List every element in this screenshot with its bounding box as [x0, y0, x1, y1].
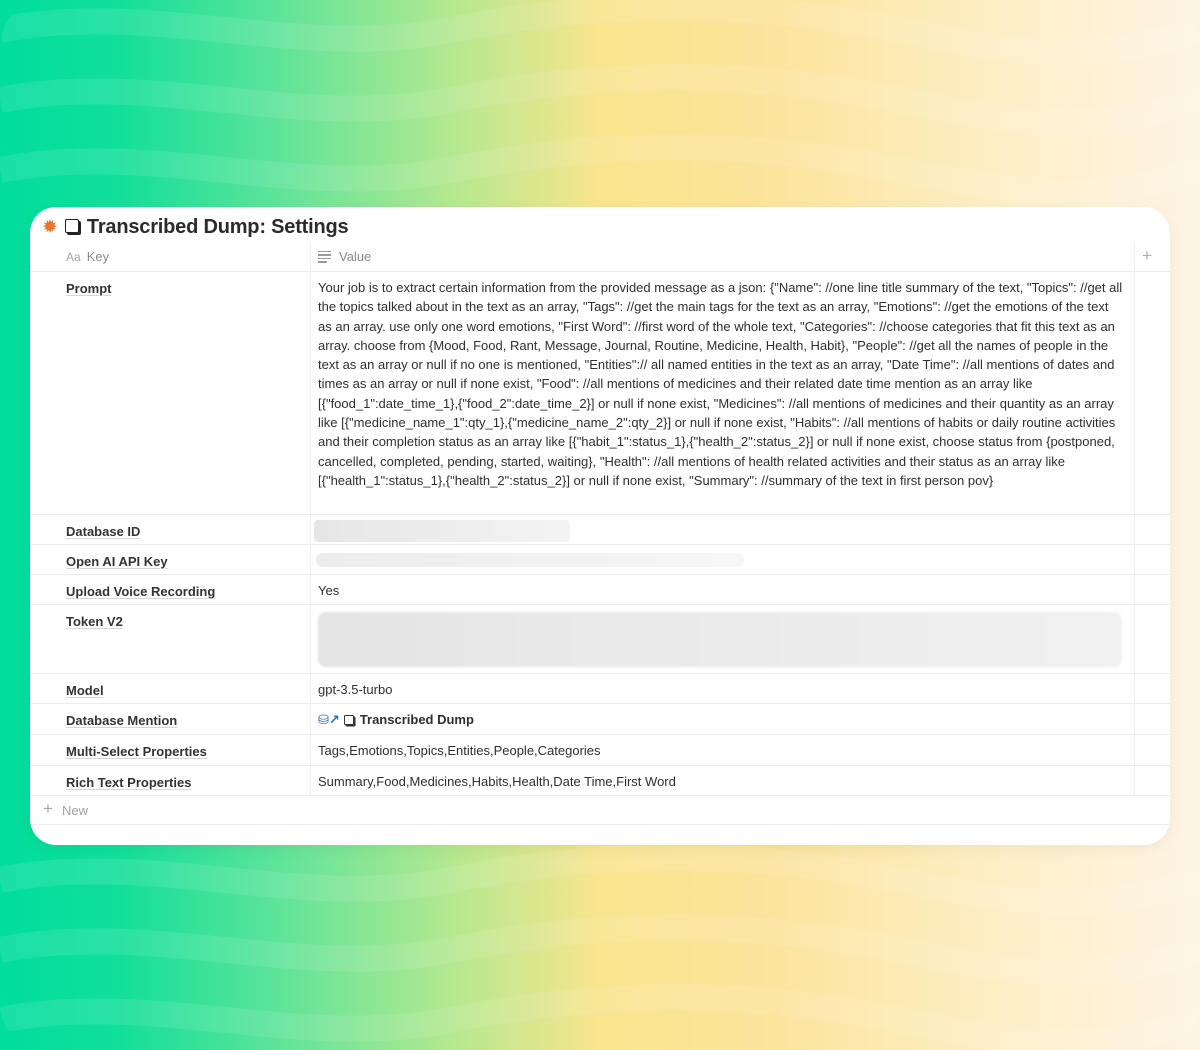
row-key[interactable]: Upload Voice Recording — [66, 584, 216, 599]
row-key[interactable]: Multi-Select Properties — [66, 744, 207, 759]
table-row[interactable] — [30, 515, 1170, 545]
row-key[interactable]: Database Mention — [66, 713, 178, 728]
page-icon — [344, 715, 354, 725]
row-key[interactable]: Database ID — [66, 524, 141, 539]
row-key[interactable]: Open AI API Key — [66, 554, 168, 569]
table-header — [30, 243, 1170, 272]
redacted-value — [318, 612, 1122, 667]
row-key[interactable]: Model — [66, 683, 104, 698]
table-row[interactable] — [30, 272, 1170, 515]
table-row[interactable] — [30, 704, 1170, 735]
page-header — [42, 214, 348, 240]
table-row[interactable] — [30, 575, 1170, 605]
row-value[interactable]: Summary,Food,Medicines,Habits,Health,Date Time,First Word — [318, 774, 676, 789]
gear-icon[interactable]: ✹ — [42, 216, 58, 238]
row-key[interactable]: Token V2 — [66, 614, 123, 629]
table-row[interactable] — [30, 735, 1170, 766]
new-row-label: New — [62, 803, 89, 818]
page-title[interactable]: Transcribed Dump: Settings — [86, 215, 349, 238]
settings-card — [30, 207, 1170, 845]
value-header-label: Value — [339, 249, 372, 265]
row-value[interactable]: gpt-3.5-turbo — [318, 682, 393, 697]
redacted-value — [314, 520, 570, 542]
row-value[interactable]: Tags,Emotions,Topics,Entities,People,Categories — [318, 743, 601, 758]
row-key[interactable]: Rich Text Properties — [66, 775, 192, 790]
table-row[interactable] — [30, 605, 1170, 674]
database-link-icon: ⛁↗ — [318, 712, 340, 727]
add-column-icon[interactable]: + — [1142, 246, 1152, 265]
redacted-value — [316, 553, 744, 567]
mention-label: Transcribed Dump — [359, 712, 474, 727]
plus-icon: + — [43, 799, 53, 818]
new-row-button[interactable] — [30, 796, 1170, 825]
table-row[interactable] — [30, 766, 1170, 796]
row-value[interactable]: Your job is to extract certain information from the provided message as a json: {"Name": //one line title summary of the text, "Topics": //get all the topics talked about in the text as an array, "Tags": //get the main tags for the text as an array, "Emotions": //get the emotions of the text as an array. use only one word emotions, "First Word": //first word of the whole text, "Categories": //choose categories that fit this text as an array. choose from {Mood, Food, Rant, Message, Journal, Routine, Medicine, Health, Habit}, "People": //get all the names of people in the text as an array or null if no one is mentioned, "Entities":// all named entities in the text as an array, "Date Time": //all mentions of dates and times as an array or null if none exist, "Food": //all mentions of medicines and their related date time mention as an array like [{"food_1":date_time_1},{"food_2":date_time_2}] or null if none exist, "Medicines": //all mentions of medicines and their quantity as an array like [{"medicine_name_1":qty_1},{"medicine_name_2":qty_2}] or null if none exist, "Habits": //all mentions of habits or daily routine activities and their completion status as an array like [{"habit_1":status_1},{"health_2":status_2}] or null if none exist, choose status from {postponed, cancelled, completed, pending, started, waiting}, "Health": //all mentions of health related activities and their status as an array like [{"health_1":status_1},{"health_2":status_2}] or null if none exist, "Summary": //summary of the text in first person pov} — [318, 280, 1123, 488]
row-value[interactable]: Yes — [318, 583, 340, 598]
table-row[interactable] — [30, 545, 1170, 575]
text-property-icon — [318, 249, 331, 265]
row-key[interactable]: Prompt — [66, 281, 112, 296]
value-column-header[interactable] — [318, 249, 371, 265]
title-property-icon: Aa — [66, 249, 81, 264]
settings-table — [30, 243, 1170, 825]
key-column-header[interactable] — [66, 249, 109, 264]
page-icon — [65, 219, 79, 233]
table-row[interactable] — [30, 674, 1170, 704]
key-header-label: Key — [86, 249, 110, 264]
database-mention[interactable] — [318, 710, 1124, 729]
